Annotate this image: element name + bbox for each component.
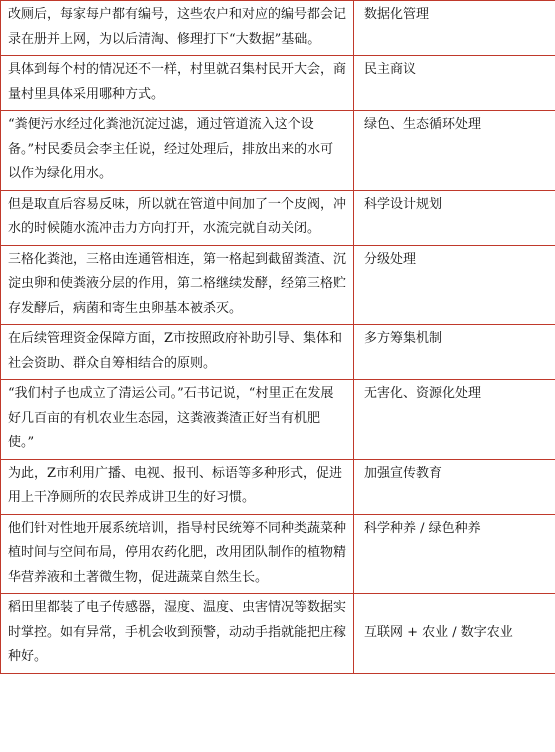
row-text: 在后续管理资金保障方面，Z市按照政府补助引导、集体和社会资助、群众自筹相结合的原则。 [1,325,354,380]
row-label: 民主商议 [354,56,555,111]
row-label: 互联网 + 农业 / 数字农业 [354,594,555,674]
table-row [1,594,555,674]
row-label: 分级处理 [354,245,555,325]
row-text: “粪便污水经过化粪池沉淀过滤，通过管道流入这个设备。”村民委员会李主任说，经过处理后，排放出来的水可以作为绿化用水。 [1,111,354,191]
row-label: 科学设计规划 [354,190,555,245]
table-row [1,325,555,380]
row-text: 稻田里都装了电子传感器，湿度、温度、虫害情况等数据实时掌控。如有异常，手机会收到预警，动动手指就能把庄稼种好。 [1,594,354,674]
table-row [1,245,555,325]
table-row [1,190,555,245]
table-row [1,1,555,56]
row-label: 多方筹集机制 [354,325,555,380]
row-label: 数据化管理 [354,1,555,56]
row-text: 具体到每个村的情况还不一样，村里就召集村民开大会，商量村里具体采用哪种方式。 [1,56,354,111]
row-label: 绿色、生态循环处理 [354,111,555,191]
row-label: 科学种养 / 绿色种养 [354,514,555,594]
table-row [1,514,555,594]
row-text: 为此，Z市利用广播、电视、报刊、标语等多种形式，促进用上干净厕所的农民养成讲卫生的好习惯。 [1,459,354,514]
row-text: 但是取直后容易反味，所以就在管道中间加了一个皮阀，冲水的时候随水流冲击力方向打开，水流完就自动关闭。 [1,190,354,245]
row-text: 改厕后，每家每户都有编号，这些农户和对应的编号都会记录在册并上网，为以后清淘、修理打下“大数据”基础。 [1,1,354,56]
row-label: 加强宣传教育 [354,459,555,514]
table-row [1,459,555,514]
table-row [1,111,555,191]
table-row [1,56,555,111]
row-text: 三格化粪池，三格由连通管相连，第一格起到截留粪渣、沉淀虫卵和使粪液分层的作用，第二格继续发酵，经第三格贮存发酵后，病菌和寄生虫卵基本被杀灭。 [1,245,354,325]
table-row [1,380,555,460]
row-label: 无害化、资源化处理 [354,380,555,460]
row-text: “我们村子也成立了清运公司。”石书记说，“村里正在发展好几百亩的有机农业生态园，这粪液粪渣正好当有机肥使。” [1,380,354,460]
row-text: 他们针对性地开展系统培训，指导村民统筹不同种类蔬菜种植时间与空间布局，停用农药化肥，改用团队制作的植物精华营养液和土著微生物，促进蔬菜自然生长。 [1,514,354,594]
